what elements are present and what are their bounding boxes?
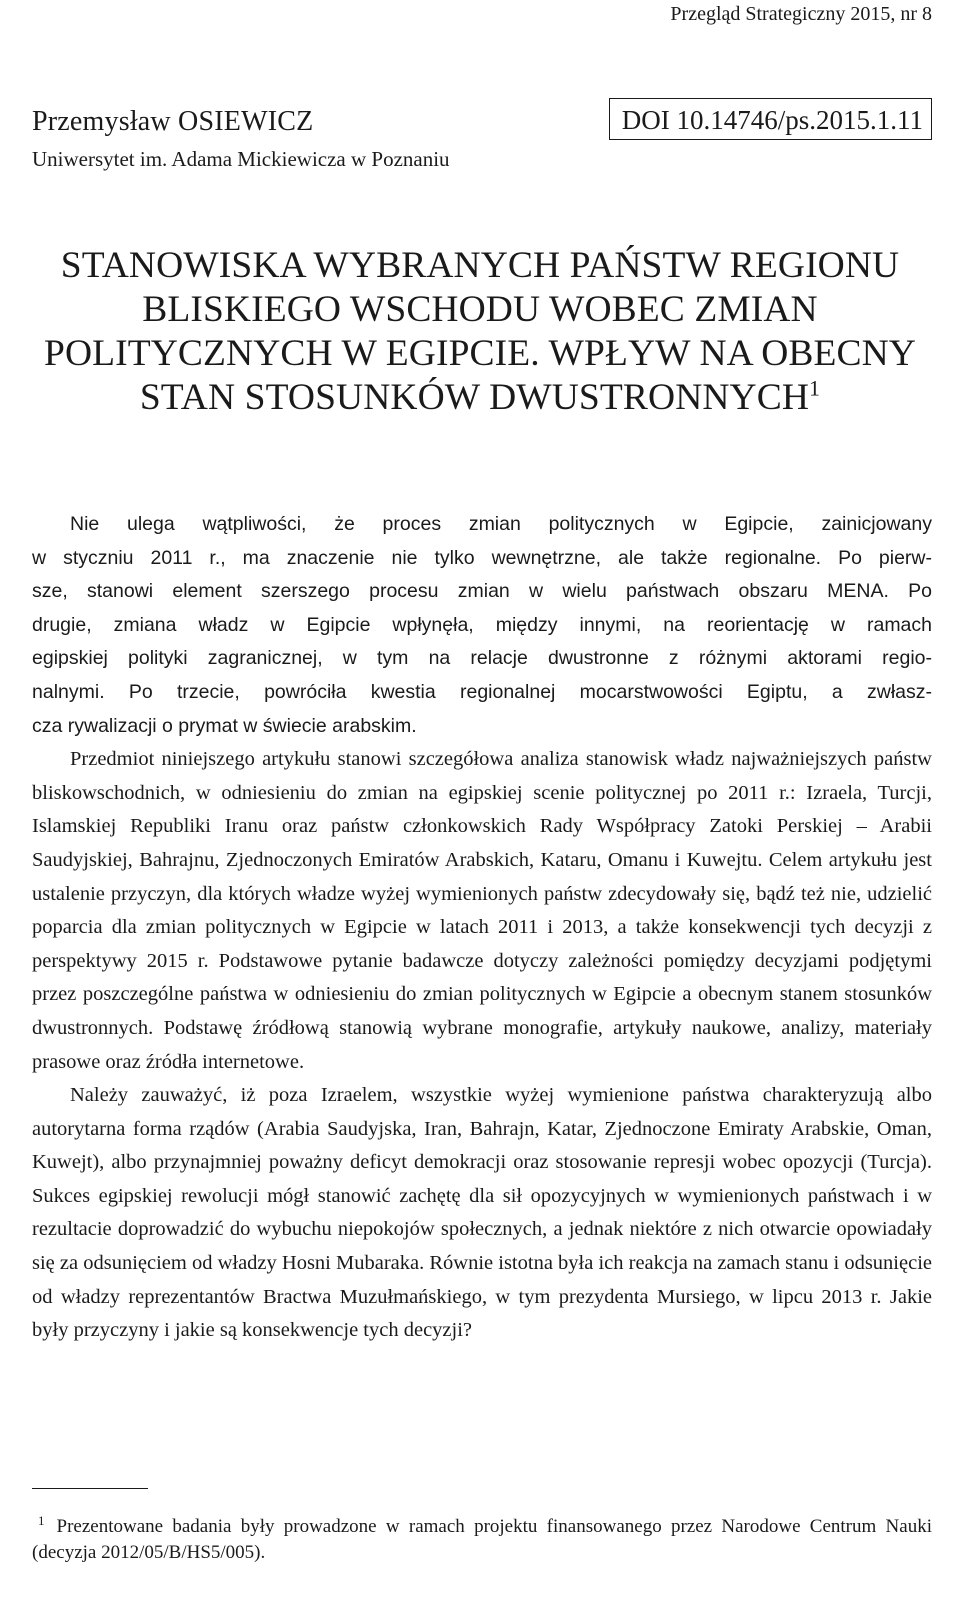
article-body <box>32 508 932 1348</box>
paragraph-1-line: drugie, zmiana władz w Egipcie wpłynęła, między innymi, na reorientację w ramach <box>32 613 932 636</box>
paragraph-1-line: nalnymi. Po trzecie, powróciła kwestia regionalnej mocarstwowości Egiptu, a zwłasz- <box>32 680 932 703</box>
author-affiliation: Uniwersytet im. Adama Mickiewicza w Poznaniu <box>32 147 450 171</box>
paragraph-3: Należy zauważyć, iż poza Izraelem, wszystkie wyżej wymienione państwa charakteryzują albo autorytarna forma rządów (Arabia Saudyjska, Iran, Bahrajn, Katar, Zjednoczone Emiraty Arabskie, Oman, Kuwejt), albo przynajmniej poważny deficyt demokracji oraz stosowanie represji wobec opozycji (Turcja). Sukces egipskiej rewolucji mógł stanowić zachętę dla sił opozycyjnych w wymienionych państwach i w rezultacie doprowadzić do wybuchu niepokojów społecznych, a jednak niektóre z nich otwarcie opowiadały się za odsunięciem od władzy Hosni Mubaraka. Równie istotna była ich reakcja na zamach stanu i odsunięcie od władzy reprezentantów Bractwa Muzułmańskiego, w tym prezydenta Mursiego, w lipcu 2013 r. Jakie były przyczyny i jakie są konsekwencje tych decyzji? <box>32 1084 932 1342</box>
paragraph-1-line: egipskiej polityki zagranicznej, w tym na relacje dwustronne z różnymi aktorami regio- <box>32 647 932 670</box>
doi-box: DOI 10.14746/ps.2015.1.11 <box>609 98 932 140</box>
author-name: Przemysław OSIEWICZ <box>32 106 314 137</box>
title-line: BLISKIEGO WSCHODU WOBEC ZMIAN <box>142 289 818 330</box>
footnote <box>32 1514 932 1566</box>
article-title <box>30 244 930 420</box>
paragraph-1-line: w styczniu 2011 r., ma znaczenie nie tylko wewnętrzne, ale także regionalne. Po pierw- <box>32 546 932 569</box>
title-footnote-ref: 1 <box>809 375 821 401</box>
paragraph-1-line: cza rywalizacji o prymat w świecie arabskim. <box>32 714 417 737</box>
paragraph-1-line: sze, stanowi element szerszego procesu zmian w wielu państwach obszaru MENA. Po <box>32 580 932 603</box>
title-line: POLITYCZNYCH W EGIPCIE. WPŁYW NA OBECNY <box>44 333 916 374</box>
author-block <box>32 104 450 174</box>
paragraph-1-line: Nie ulega wątpliwości, że proces zmian politycznych w Egipcie, zainicjowany <box>70 513 932 535</box>
footnote-divider <box>32 1488 148 1489</box>
paragraph-1 <box>32 508 932 743</box>
title-line: STANOWISKA WYBRANYCH PAŃSTW REGIONU <box>60 245 900 286</box>
title-line-text: STAN STOSUNKÓW DWUSTRONNYCH <box>139 377 810 418</box>
running-head: Przegląd Strategiczny 2015, nr 8 <box>670 3 932 25</box>
paragraph-2: Przedmiot niniejszego artykułu stanowi szczegółowa analiza stanowisk władz najważniejszych państw bliskowschodnich, w odniesieniu do zmian na egipskiej scenie politycznej po 2011 r.: Izraela, Turcji, Islamskiej Republiki Iranu oraz państw członkowskich Rady Współpracy Zatoki Perskiej – Arabii Saudyjskiej, Bahrajnu, Zjednoczonych Emiratów Arabskich, Kataru, Omanu i Kuwejtu. Celem artykułu jest ustalenie przyczyn, dla których władze wyżej wymienionych państw zdecydowały się, bądź też nie, udzielić poparcia dla zmian politycznych w Egipcie w latach 2011 i 2013, a także konsekwencji tych decyzji z perspektywy 2015 r. Podstawowe pytanie badawcze dotyczy zależności pomiędzy decyzjami podjętymi przez poszczególne państwa w odniesieniu do zmian politycznych w Egipcie a obecnym stanem stosunków dwustronnych. Podstawę źródłową stanowią wybrane monografie, artykuły naukowe, analizy, materiały prasowe oraz źródła internetowe. <box>32 748 932 1073</box>
footnote-number: 1 <box>38 1512 45 1528</box>
title-line-last <box>30 376 930 420</box>
footnote-text: Prezentowane badania były prowadzone w ramach projektu finansowanego przez Narodowe Centrum Nauki (decyzja 2012/05/B/HS5/005). <box>32 1516 932 1563</box>
